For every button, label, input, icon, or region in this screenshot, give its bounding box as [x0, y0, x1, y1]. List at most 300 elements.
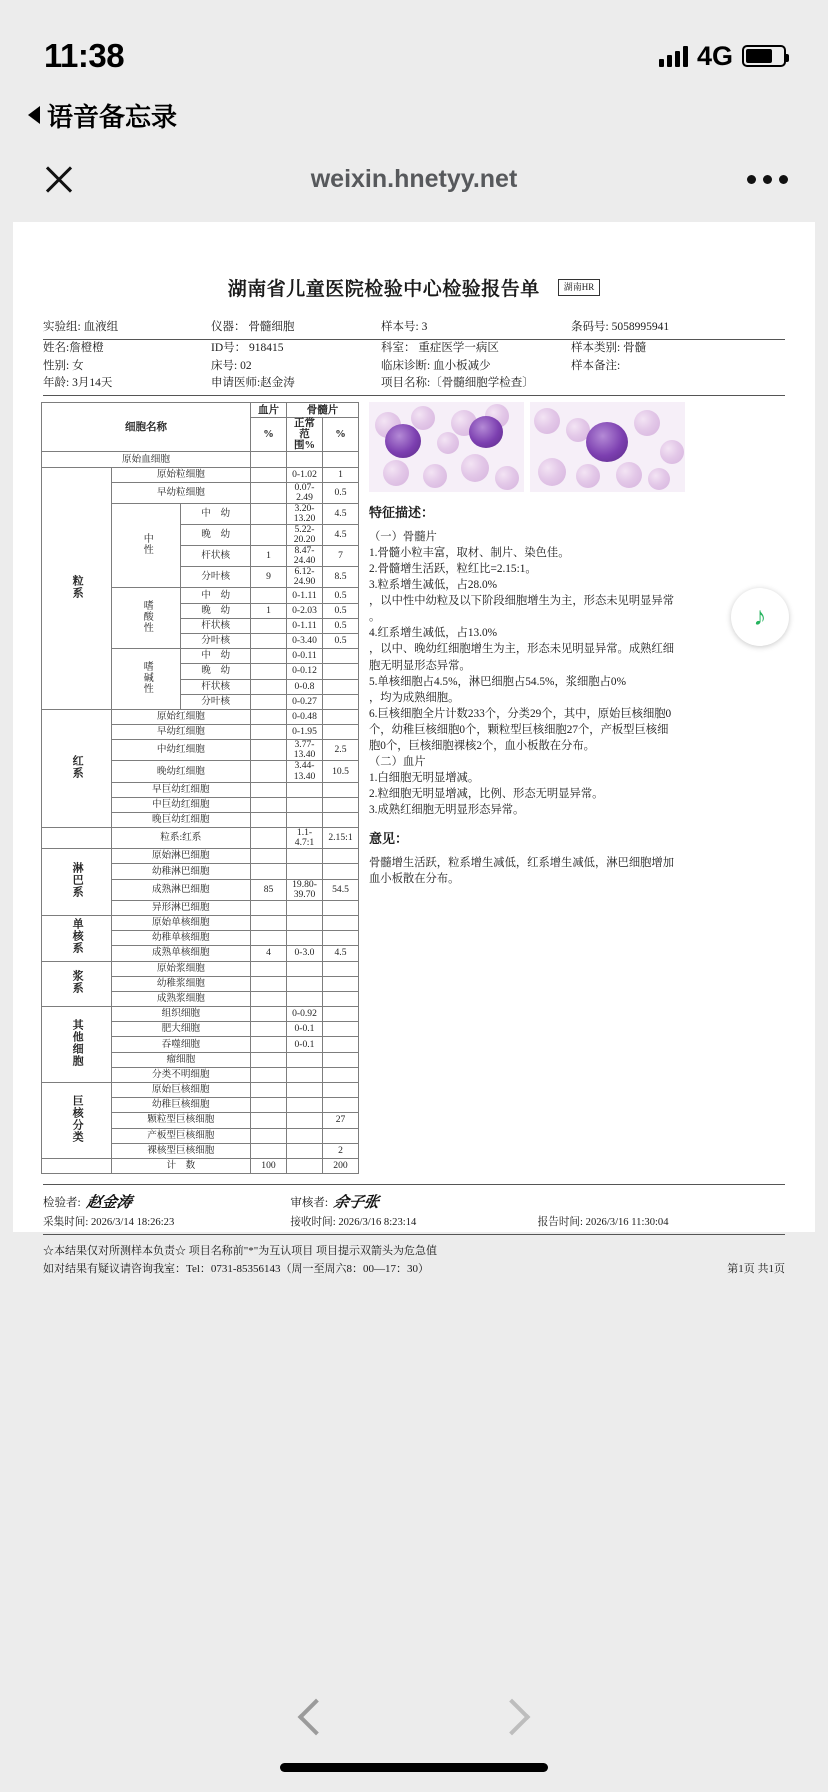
- normal-range-cell: [287, 452, 323, 467]
- normal-range-cell: 0-0.92: [287, 1007, 323, 1022]
- table-row: [42, 452, 359, 467]
- cell-name: 异形淋巴细胞: [111, 900, 250, 915]
- blood-pct-cell: [251, 812, 287, 827]
- normal-range-cell: 0-2.03: [287, 603, 323, 618]
- cell-name: 组织细胞: [111, 1007, 250, 1022]
- feature-description-heading: 特征描述：: [369, 505, 435, 521]
- blood-pct-cell: [251, 1143, 287, 1158]
- blood-pct-cell: [251, 1052, 287, 1067]
- blood-pct-cell: [251, 482, 287, 503]
- marrow-pct-cell: 4.5: [323, 503, 359, 524]
- cell-name: 分叶核: [181, 567, 251, 588]
- feature-line: 4.红系增生减低，占13.0%: [369, 627, 498, 640]
- marrow-pct-cell: [323, 976, 359, 991]
- marrow-pct-cell: 200: [323, 1158, 359, 1173]
- opinion-line: 血小板散在分布。: [369, 872, 460, 885]
- reviewer-label: 审核者:: [290, 1196, 329, 1209]
- blood-pct-cell: [251, 1098, 287, 1113]
- smear-image-1: [369, 402, 524, 492]
- collect-time-value: 2026/3/14 18:26:23: [90, 1217, 175, 1229]
- group-cell: 巨核分类: [42, 1083, 112, 1159]
- normal-range-cell: 6.12-24.90: [287, 567, 323, 588]
- blood-pct-cell: [251, 634, 287, 649]
- blood-pct-cell: [251, 725, 287, 740]
- cell-name: 肥大细胞: [111, 1022, 250, 1037]
- table-row: [42, 1007, 359, 1022]
- normal-range-cell: 0-0.48: [287, 709, 323, 724]
- smear-images: [369, 402, 787, 492]
- blood-pct-cell: [251, 782, 287, 797]
- marrow-pct-cell: 0.5: [323, 588, 359, 603]
- marrow-pct-cell: 2: [323, 1143, 359, 1158]
- marrow-pct-cell: [323, 849, 359, 864]
- blood-pct-cell: [251, 679, 287, 694]
- cell-name: 分叶核: [181, 694, 251, 709]
- footer-notes: [43, 1243, 785, 1278]
- blood-pct-cell: [251, 797, 287, 812]
- blood-pct-cell: [251, 618, 287, 633]
- info-row: [43, 358, 785, 376]
- blood-pct-cell: [251, 1113, 287, 1128]
- status-indicators: [659, 41, 786, 72]
- normal-range-cell: 1.1-4.7:1: [287, 828, 323, 849]
- cell-name: 中巨幼红细胞: [111, 797, 250, 812]
- normal-range-cell: 0-0.11: [287, 649, 323, 664]
- subgroup-cell: 嗜酸性: [111, 588, 181, 649]
- info-row: [43, 319, 785, 340]
- marrow-pct-cell: [323, 1007, 359, 1022]
- close-icon[interactable]: [40, 160, 78, 198]
- normal-range-cell: 0-0.12: [287, 664, 323, 679]
- normal-range-cell: 0-1.11: [287, 588, 323, 603]
- cell-name: 瘤细胞: [111, 1052, 250, 1067]
- cell-count-table-body: [42, 452, 359, 1174]
- smear-image-2: [530, 402, 685, 492]
- feature-line: 1.白细胞无明显增减。: [369, 771, 480, 784]
- feature-line: 2.骨髓增生活跃，粒红比=2.15:1。: [369, 563, 537, 576]
- battery-icon: [742, 45, 786, 67]
- blood-pct-cell: 9: [251, 567, 287, 588]
- cell-name: 原始浆细胞: [111, 961, 250, 976]
- table-row: [42, 961, 359, 976]
- cell-name: 晚 幼: [181, 603, 251, 618]
- info-diagnosis: 临床诊断: 血小板减少: [381, 359, 491, 372]
- cell-name: 中幼红细胞: [111, 740, 250, 761]
- marrow-pct-cell: [323, 1128, 359, 1143]
- cell-count-table: [41, 402, 359, 1174]
- cell-name: 分叶核: [181, 634, 251, 649]
- normal-range-cell: 19.80-39.70: [287, 879, 323, 900]
- info-lab-group: 实验组: 血液组: [43, 321, 119, 333]
- cell-name: 粒系:红系: [111, 828, 250, 849]
- marrow-pct-cell: [323, 1037, 359, 1052]
- marrow-pct-cell: [323, 664, 359, 679]
- report-time-value: 2026/3/16 11:30:04: [585, 1217, 669, 1229]
- info-age: 年龄: 3月14天: [43, 377, 113, 390]
- signature-row: [43, 1184, 785, 1212]
- info-bed: 床号: 02: [211, 359, 252, 372]
- blood-pct-cell: [251, 503, 287, 524]
- table-row: [42, 915, 359, 930]
- normal-range-cell: 0-3.40: [287, 634, 323, 649]
- browser-title: weixin.hnetyy.net: [310, 164, 518, 193]
- music-note-icon: ♪: [753, 602, 767, 632]
- marrow-pct-cell: [323, 1022, 359, 1037]
- normal-range-cell: [287, 849, 323, 864]
- cell-name: 原始单核细胞: [111, 915, 250, 930]
- normal-range-cell: [287, 1098, 323, 1113]
- feature-line: 。: [369, 611, 381, 624]
- status-time: 11:38: [44, 37, 125, 74]
- feature-description-text: [369, 529, 787, 818]
- blood-pct-cell: [251, 525, 287, 546]
- table-row: [42, 828, 359, 849]
- table-row: [42, 467, 359, 482]
- normal-range-cell: 0-0.27: [287, 694, 323, 709]
- cell-name: 早幼粒细胞: [111, 482, 250, 503]
- blood-pct-cell: [251, 649, 287, 664]
- blood-pct-cell: [251, 467, 287, 482]
- blood-pct-cell: [251, 849, 287, 864]
- cell-name: 产板型巨核细胞: [111, 1128, 250, 1143]
- marrow-pct-cell: 27: [323, 1113, 359, 1128]
- info-sample-type: 样本类别: 骨髓: [571, 341, 647, 354]
- blood-pct-cell: [251, 931, 287, 946]
- signal-bars-icon: [659, 45, 688, 67]
- blood-pct-cell: [251, 664, 287, 679]
- report-title: 湖南省儿童医院检验中心检验报告单: [227, 279, 540, 300]
- blood-pct-cell: [251, 740, 287, 761]
- receive-time-value: 2026/3/16 8:23:14: [338, 1217, 417, 1229]
- marrow-pct-cell: 8.5: [323, 567, 359, 588]
- opinion-line: 骨髓增生活跃，粒系增生减低，红系增生减低，淋巴细胞增加: [369, 856, 675, 869]
- cell-name: 早幼红细胞: [111, 725, 250, 740]
- opinion-heading: 意见：: [369, 830, 409, 846]
- normal-range-cell: [287, 1143, 323, 1158]
- normal-range-cell: 8.47-24.40: [287, 546, 323, 567]
- footer-note-2: 如对结果有疑议请咨询我室：Tel：0731-85356143（周一至周六8：00—17：30）: [43, 1262, 430, 1275]
- normal-range-cell: 3.44-13.40: [287, 761, 323, 782]
- group-cell: 红系: [42, 709, 112, 827]
- info-gender: 性别: 女: [43, 359, 84, 372]
- back-triangle-icon: [28, 106, 40, 124]
- normal-range-cell: 0-0.8: [287, 679, 323, 694]
- blood-pct-cell: [251, 1037, 287, 1052]
- cell-name: 中 幼: [181, 503, 251, 524]
- marrow-pct-cell: [323, 812, 359, 827]
- marrow-pct-cell: [323, 915, 359, 930]
- cell-name: 杆状核: [181, 618, 251, 633]
- floating-music-button[interactable]: [731, 588, 789, 646]
- marrow-pct-cell: [323, 1052, 359, 1067]
- cell-name: 杆状核: [181, 546, 251, 567]
- marrow-pct-cell: [323, 961, 359, 976]
- normal-range-cell: [287, 931, 323, 946]
- info-barcode: 条码号: 5058995941: [571, 321, 670, 333]
- browser-bottom-bar: [0, 1642, 828, 1792]
- cell-name: 计 数: [111, 1158, 250, 1173]
- marrow-pct-cell: [323, 649, 359, 664]
- normal-range-cell: [287, 1052, 323, 1067]
- marrow-pct-cell: [323, 709, 359, 724]
- blood-pct-cell: [251, 900, 287, 915]
- collect-time: [43, 1214, 290, 1229]
- network-type-label: 4G: [696, 40, 733, 71]
- normal-range-cell: [287, 782, 323, 797]
- group-cell: 粒系: [42, 467, 112, 709]
- feature-line: 胞无明显形态异常。: [369, 659, 471, 672]
- footer-note-2-row: [43, 1261, 785, 1279]
- info-sample-note: 样本备注:: [571, 359, 621, 372]
- marrow-pct-cell: 4.5: [323, 525, 359, 546]
- normal-range-cell: [287, 812, 323, 827]
- patient-info-block: [43, 319, 785, 396]
- marrow-pct-cell: [323, 452, 359, 467]
- th-cell-name: 细胞名称: [42, 403, 251, 452]
- feature-line: 1.骨髓小粒丰富，取材、制片、染色佳。: [369, 547, 570, 560]
- report-time: [538, 1214, 785, 1229]
- marrow-pct-cell: 54.5: [323, 879, 359, 900]
- cell-name: 晚 幼: [181, 525, 251, 546]
- normal-range-cell: [287, 991, 323, 1006]
- blood-pct-cell: [251, 709, 287, 724]
- normal-range-cell: [287, 961, 323, 976]
- th-blood-smear: 血片: [251, 403, 287, 418]
- group-cell: [42, 828, 112, 849]
- cell-name: 原始红细胞: [111, 709, 250, 724]
- lab-report-document: [13, 222, 815, 1275]
- normal-range-cell: [287, 1113, 323, 1128]
- cell-name: 中 幼: [181, 649, 251, 664]
- marrow-pct-cell: [323, 725, 359, 740]
- info-row: [43, 375, 785, 396]
- normal-range-cell: [287, 915, 323, 930]
- info-instrument: 仪器： 骨髓细胞: [211, 321, 295, 333]
- blood-pct-cell: [251, 1067, 287, 1082]
- cell-name: 中 幼: [181, 588, 251, 603]
- cell-name: 分类不明细胞: [111, 1067, 250, 1082]
- group-cell: [42, 1158, 112, 1173]
- marrow-pct-cell: [323, 931, 359, 946]
- page-number: 第1页 共1页: [727, 1262, 785, 1275]
- back-to-app-label: 语音备忘录: [47, 101, 178, 132]
- home-indicator: [280, 1763, 548, 1772]
- feature-line: 3.成熟红细胞无明显形态异常。: [369, 803, 525, 816]
- marrow-pct-cell: 0.5: [323, 482, 359, 503]
- info-row: [43, 340, 785, 358]
- feature-line: ，以中、晚幼红细胞增生为主，形态未见明显异常。成熟红细: [369, 643, 675, 656]
- cell-name: 幼稚单核细胞: [111, 931, 250, 946]
- group-cell: 其他细胞: [42, 1007, 112, 1083]
- normal-range-cell: 0-0.1: [287, 1022, 323, 1037]
- normal-range-cell: [287, 864, 323, 879]
- reviewer-name: 余子张: [332, 1195, 381, 1212]
- marrow-pct-cell: 0.5: [323, 603, 359, 618]
- cell-name: 成熟淋巴细胞: [111, 879, 250, 900]
- th-marrow-smear: 骨髓片: [287, 403, 359, 418]
- table-row: [42, 709, 359, 724]
- webpage-scroll-area[interactable]: [0, 222, 828, 1792]
- cell-name: 吞噬细胞: [111, 1037, 250, 1052]
- th-pct2: %: [323, 418, 359, 452]
- normal-range-cell: [287, 1083, 323, 1098]
- normal-range-cell: [287, 1128, 323, 1143]
- cell-name: 裸核型巨核细胞: [111, 1143, 250, 1158]
- inspector-signature: [43, 1191, 290, 1212]
- marrow-pct-cell: 2.15:1: [323, 828, 359, 849]
- blood-pct-cell: [251, 1083, 287, 1098]
- feature-line: 5.单核细胞占4.5%，淋巴细胞占54.5%，浆细胞占0%: [369, 675, 626, 688]
- marrow-pct-cell: [323, 900, 359, 915]
- inspector-label: 检验者:: [43, 1196, 81, 1209]
- group-cell: 浆系: [42, 961, 112, 1007]
- cell-name: 杆状核: [181, 679, 251, 694]
- blood-pct-cell: [251, 828, 287, 849]
- report-right-column: [359, 402, 787, 1174]
- feature-line: （一）骨髓片: [369, 531, 437, 544]
- blood-pct-cell: [251, 1128, 287, 1143]
- normal-range-cell: 0-1.11: [287, 618, 323, 633]
- info-name: 姓名:詹橙橙: [43, 341, 104, 354]
- cell-name: 颗粒型巨核细胞: [111, 1113, 250, 1128]
- cell-name: 晚巨幼红细胞: [111, 812, 250, 827]
- info-item-name: 项目名称:〔骨髓细胞学检查〕: [381, 377, 534, 390]
- feature-line: ，均为成熟细胞。: [369, 691, 460, 704]
- normal-range-cell: 0-3.0: [287, 946, 323, 961]
- table-row: [42, 1158, 359, 1173]
- inspector-name: 赵金涛: [85, 1195, 133, 1212]
- cell-name: 原始巨核细胞: [111, 1083, 250, 1098]
- blood-pct-cell: [251, 1007, 287, 1022]
- normal-range-cell: 0-1.02: [287, 467, 323, 482]
- cell-count-table-wrap: [41, 402, 359, 1174]
- normal-range-cell: [287, 797, 323, 812]
- marrow-pct-cell: 0.5: [323, 634, 359, 649]
- marrow-pct-cell: [323, 1083, 359, 1098]
- blood-pct-cell: 85: [251, 879, 287, 900]
- marrow-pct-cell: [323, 694, 359, 709]
- marrow-pct-cell: [323, 782, 359, 797]
- normal-range-cell: [287, 1158, 323, 1173]
- subgroup-cell: 嗜碱性: [111, 649, 181, 710]
- back-to-app-link[interactable]: [0, 92, 828, 138]
- info-department: 科室： 重症医学一病区: [381, 341, 499, 354]
- blood-pct-cell: [251, 991, 287, 1006]
- blood-pct-cell: 1: [251, 546, 287, 567]
- status-bar: [0, 0, 828, 92]
- feature-line: 6.巨核细胞全片计数233个，分类29个，其中，原始巨核细胞0: [369, 707, 672, 720]
- table-row: [42, 1083, 359, 1098]
- marrow-pct-cell: [323, 1067, 359, 1082]
- cell-name: 早巨幼红细胞: [111, 782, 250, 797]
- marrow-pct-cell: 2.5: [323, 740, 359, 761]
- feature-line: 个，幼稚巨核细胞0个，颗粒型巨核细胞27个，产板型巨核细: [369, 723, 669, 736]
- marrow-pct-cell: [323, 864, 359, 879]
- blood-pct-cell: 4: [251, 946, 287, 961]
- blood-pct-cell: [251, 694, 287, 709]
- collect-time-label: 采集时间:: [43, 1217, 89, 1229]
- blood-pct-cell: [251, 1022, 287, 1037]
- marrow-pct-cell: [323, 1098, 359, 1113]
- normal-range-cell: [287, 900, 323, 915]
- info-doctor: 申请医师:赵金涛: [211, 377, 295, 390]
- normal-range-cell: 0.07-2.49: [287, 482, 323, 503]
- normal-range-cell: 5.22-20.20: [287, 525, 323, 546]
- blood-pct-cell: [251, 976, 287, 991]
- feature-line: （二）血片: [369, 755, 426, 768]
- cell-name: 幼稚巨核细胞: [111, 1098, 250, 1113]
- chevron-left-icon[interactable]: [298, 1699, 335, 1736]
- th-range: 正常范围%: [287, 418, 323, 452]
- info-id: ID号： 918415: [211, 341, 284, 354]
- opinion-text: [369, 855, 787, 887]
- cell-name: 原始淋巴细胞: [111, 849, 250, 864]
- browser-nav-bar: [0, 138, 828, 220]
- blood-pct-cell: [251, 864, 287, 879]
- blood-pct-cell: 100: [251, 1158, 287, 1173]
- normal-range-cell: 0-1.95: [287, 725, 323, 740]
- blood-pct-cell: [251, 761, 287, 782]
- report-time-label: 报告时间:: [537, 1217, 583, 1229]
- cell-name: 成熟浆细胞: [111, 991, 250, 1006]
- cell-name: 晚 幼: [181, 664, 251, 679]
- normal-range-cell: 3.20-13.20: [287, 503, 323, 524]
- blood-pct-cell: [251, 961, 287, 976]
- table-row: [42, 849, 359, 864]
- normal-range-cell: [287, 1067, 323, 1082]
- receive-time-label: 接收时间:: [290, 1217, 336, 1229]
- more-dots-icon[interactable]: [747, 175, 788, 184]
- footer-note-1: ☆本结果仅对所测样本负责☆ 项目名称前"*"为互认项目 项目提示双箭头为危急值: [43, 1245, 437, 1258]
- feature-line: 胞0个，巨核细胞裸核2个，血小板散在分布。: [369, 739, 595, 752]
- blood-pct-cell: [251, 915, 287, 930]
- cell-name: 幼稚淋巴细胞: [111, 864, 250, 879]
- report-body: [41, 402, 787, 1174]
- feature-line: 2.粒细胞无明显增减，比例、形态无明显异常。: [369, 787, 604, 800]
- blood-pct-cell: 1: [251, 603, 287, 618]
- timestamps-row: [43, 1214, 785, 1235]
- feature-line: 3.粒系增生减低，占28.0%: [369, 579, 498, 592]
- cell-name: 成熟单核细胞: [111, 946, 250, 961]
- report-title-row: [27, 274, 801, 301]
- receive-time: [290, 1214, 537, 1229]
- blood-pct-cell: [251, 452, 287, 467]
- marrow-pct-cell: 4.5: [323, 946, 359, 961]
- cell-name: 原始粒细胞: [111, 467, 250, 482]
- marrow-pct-cell: [323, 991, 359, 1006]
- marrow-pct-cell: 7: [323, 546, 359, 567]
- normal-range-cell: 3.77-13.40: [287, 740, 323, 761]
- reviewer-signature: [290, 1191, 537, 1212]
- normal-range-cell: [287, 976, 323, 991]
- cell-name: 晚幼红细胞: [111, 761, 250, 782]
- cell-name: 原始血细胞: [42, 452, 251, 467]
- marrow-pct-cell: 1: [323, 467, 359, 482]
- chevron-right-icon[interactable]: [494, 1699, 531, 1736]
- normal-range-cell: 0-0.1: [287, 1037, 323, 1052]
- info-sample-no: 样本号: 3: [381, 321, 428, 333]
- feature-line: ，以中性中幼粒及以下阶段细胞增生为主，形态未见明显异常: [369, 595, 675, 608]
- th-pct: %: [251, 418, 287, 452]
- cell-name: 幼稚浆细胞: [111, 976, 250, 991]
- marrow-pct-cell: [323, 797, 359, 812]
- blood-pct-cell: [251, 588, 287, 603]
- hr-badge: 湖南HR: [558, 279, 601, 296]
- marrow-pct-cell: [323, 679, 359, 694]
- group-cell: 淋巴系: [42, 849, 112, 916]
- group-cell: 单核系: [42, 915, 112, 961]
- subgroup-cell: 中性: [111, 503, 181, 588]
